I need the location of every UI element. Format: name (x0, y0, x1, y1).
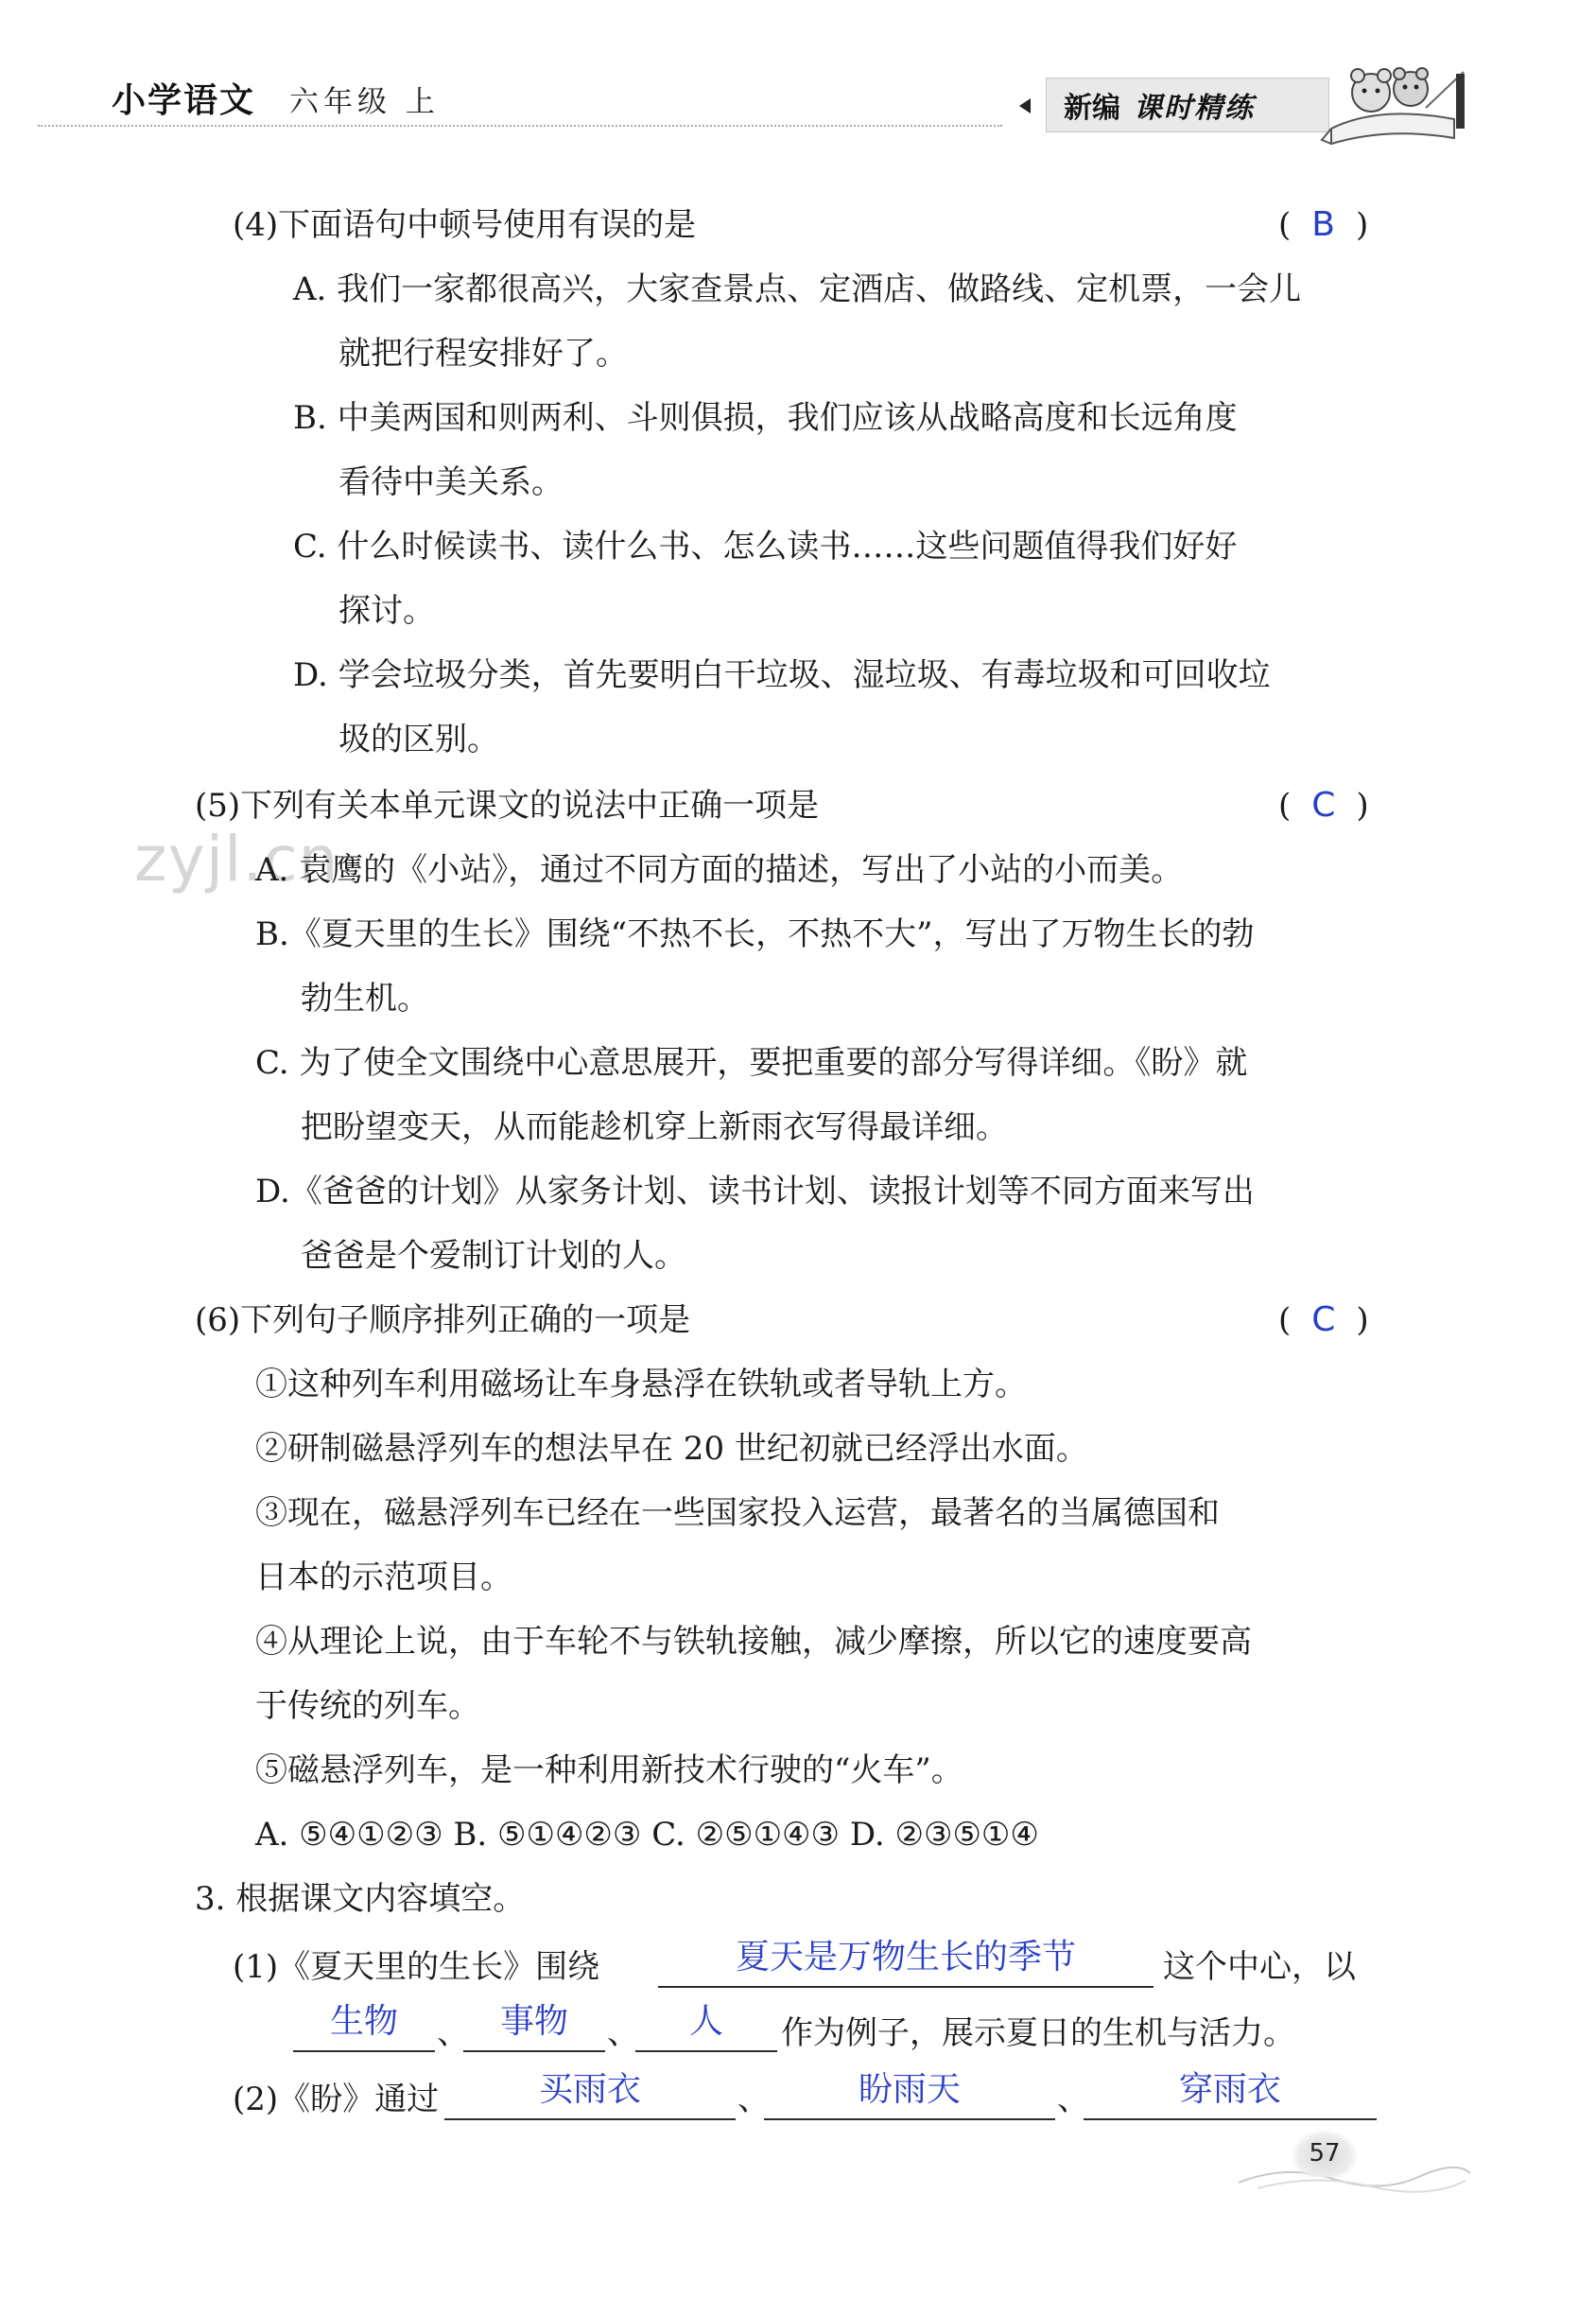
q4-option-c-cont: 探讨。 (338, 592, 435, 630)
q3-part1-prefix: (1)《夏天里的生长》围绕 (233, 1948, 600, 1986)
brand-prefix: 新编 (1064, 92, 1120, 125)
q3-part1-blank-2 (463, 2050, 605, 2052)
q6-sentence-3: ③现在，磁悬浮列车已经在一些国家投入运营，最著名的当属德国和 (255, 1494, 1220, 1532)
q3-stem: 3. 根据课文内容填空。 (195, 1880, 526, 1918)
q5-option-c-cont: 把盼望变天，从而能趁机穿上新雨衣写得最详细。 (301, 1108, 1008, 1146)
q3-part2-blank-1 (444, 2118, 736, 2120)
watermark: zyjl.cn (134, 823, 339, 896)
q6-sentence-3-cont: 日本的示范项目。 (255, 1559, 512, 1596)
q4-option-d-cont: 圾的区别。 (338, 721, 499, 758)
bears-book-icon (1312, 53, 1473, 148)
q5-option-a: A. 袁鹰的《小站》，通过不同方面的描述，写出了小站的小而美。 (255, 851, 1184, 889)
q3-part2-answer-3: 穿雨衣 (1178, 2070, 1281, 2109)
series-brand (1046, 78, 1329, 132)
q4-answer-box: ( B ) (1278, 205, 1369, 244)
q3-part1-sep-2: 、 (607, 2014, 639, 2052)
q3-part1-sep-1: 、 (437, 2014, 469, 2052)
q3-part1-blank-1 (293, 2050, 435, 2052)
q4-stem: (4)下面语句中顿号使用有误的是 (233, 206, 697, 244)
brand-title: 课时精练 (1134, 92, 1255, 125)
q4-option-d: D. 学会垃圾分类，首先要明白干垃圾、湿垃圾、有毒垃圾和可回收垃 (293, 656, 1271, 694)
q5-answer-box: ( C ) (1278, 786, 1369, 825)
q5-answer: C (1311, 786, 1336, 825)
q3-part2-blank-2 (764, 2118, 1055, 2120)
page-header (112, 74, 440, 122)
q3-part1-answer-3: 人 (688, 2002, 723, 2041)
q5-stem: (5)下列有关本单元课文的说法中正确一项是 (195, 787, 820, 825)
q5-option-d: D.《爸爸的计划》从家务计划、读书计划、读报计划等不同方面来写出 (255, 1173, 1255, 1210)
q3-part1-answer-main: 夏天是万物生长的季节 (735, 1938, 1076, 1976)
q3-part1-suffix: 作为例子，展示夏日的生机与活力。 (781, 2014, 1295, 2052)
q3-part2-answer-2: 盼雨天 (858, 2070, 961, 2109)
q3-part1-mid: 这个中心，以 (1163, 1948, 1356, 1986)
q3-part1-answer-1: 生物 (329, 2002, 398, 2041)
q5-option-b: B.《夏天里的生长》围绕“不热不长，不热不大”，写出了万物生长的勃 (255, 915, 1255, 953)
q6-sentence-4: ④从理论上说，由于车轮不与铁轨接触，减少摩擦，所以它的速度要高 (255, 1623, 1252, 1661)
q3-part2-sep-2: 、 (1057, 2081, 1089, 2118)
q6-sentence-5: ⑤磁悬浮列车，是一种利用新技术行驶的“火车”。 (255, 1751, 963, 1789)
q6-sentence-2: ②研制磁悬浮列车的想法早在 20 世纪初就已经浮出水面。 (255, 1430, 1088, 1468)
q6-answer: C (1311, 1300, 1336, 1339)
header-edge-bar (1456, 74, 1465, 129)
q4-option-a-cont: 就把行程安排好了。 (338, 335, 628, 373)
q4-option-b: B. 中美两国和则两利、斗则俱损，我们应该从战略高度和长远角度 (293, 399, 1238, 437)
header-divider (38, 125, 1002, 127)
q4-option-b-cont: 看待中美关系。 (338, 463, 564, 501)
q3-part1-blank-3 (635, 2050, 777, 2052)
q3-part2-prefix: (2)《盼》通过 (233, 2081, 440, 2118)
q4-option-a: A. 我们一家都很高兴，大家查景点、定酒店、做路线、定机票，一会儿 (293, 270, 1302, 308)
q5-option-d-cont: 爸爸是个爱制订计划的人。 (301, 1237, 686, 1275)
q3-part2-sep-1: 、 (737, 2081, 770, 2118)
q3-part2-blank-3 (1084, 2118, 1377, 2120)
q5-option-b-cont: 勃生机。 (301, 980, 429, 1018)
q4-answer: B (1311, 205, 1335, 244)
header-arrow-icon (1019, 98, 1031, 113)
header-grade: 六年级 上 (289, 85, 440, 119)
q4-option-c: C. 什么时候读书、读什么书、怎么读书……这些问题值得我们好好 (293, 528, 1238, 566)
q6-choices: A. ⑤④①②③ B. ⑤①④②③ C. ②⑤①④③ D. ②③⑤①④ (255, 1816, 1039, 1854)
q6-sentence-4-cont: 于传统的列车。 (255, 1687, 480, 1725)
q5-option-c: C. 为了使全文围绕中心意思展开，要把重要的部分写得详细。《盼》就 (255, 1044, 1248, 1082)
page-number: 57 (1292, 2130, 1358, 2177)
q6-answer-box: ( C ) (1278, 1300, 1369, 1339)
q6-sentence-1: ①这种列车利用磁场让车身悬浮在铁轨或者导轨上方。 (255, 1366, 1027, 1403)
header-subject: 小学语文 (112, 81, 256, 120)
q3-part2-answer-1: 买雨衣 (538, 2070, 641, 2109)
q3-part1-blank-main (658, 1986, 1154, 1988)
q6-stem: (6)下列句子顺序排列正确的一项是 (195, 1301, 691, 1339)
q3-part1-answer-2: 事物 (499, 2002, 568, 2041)
